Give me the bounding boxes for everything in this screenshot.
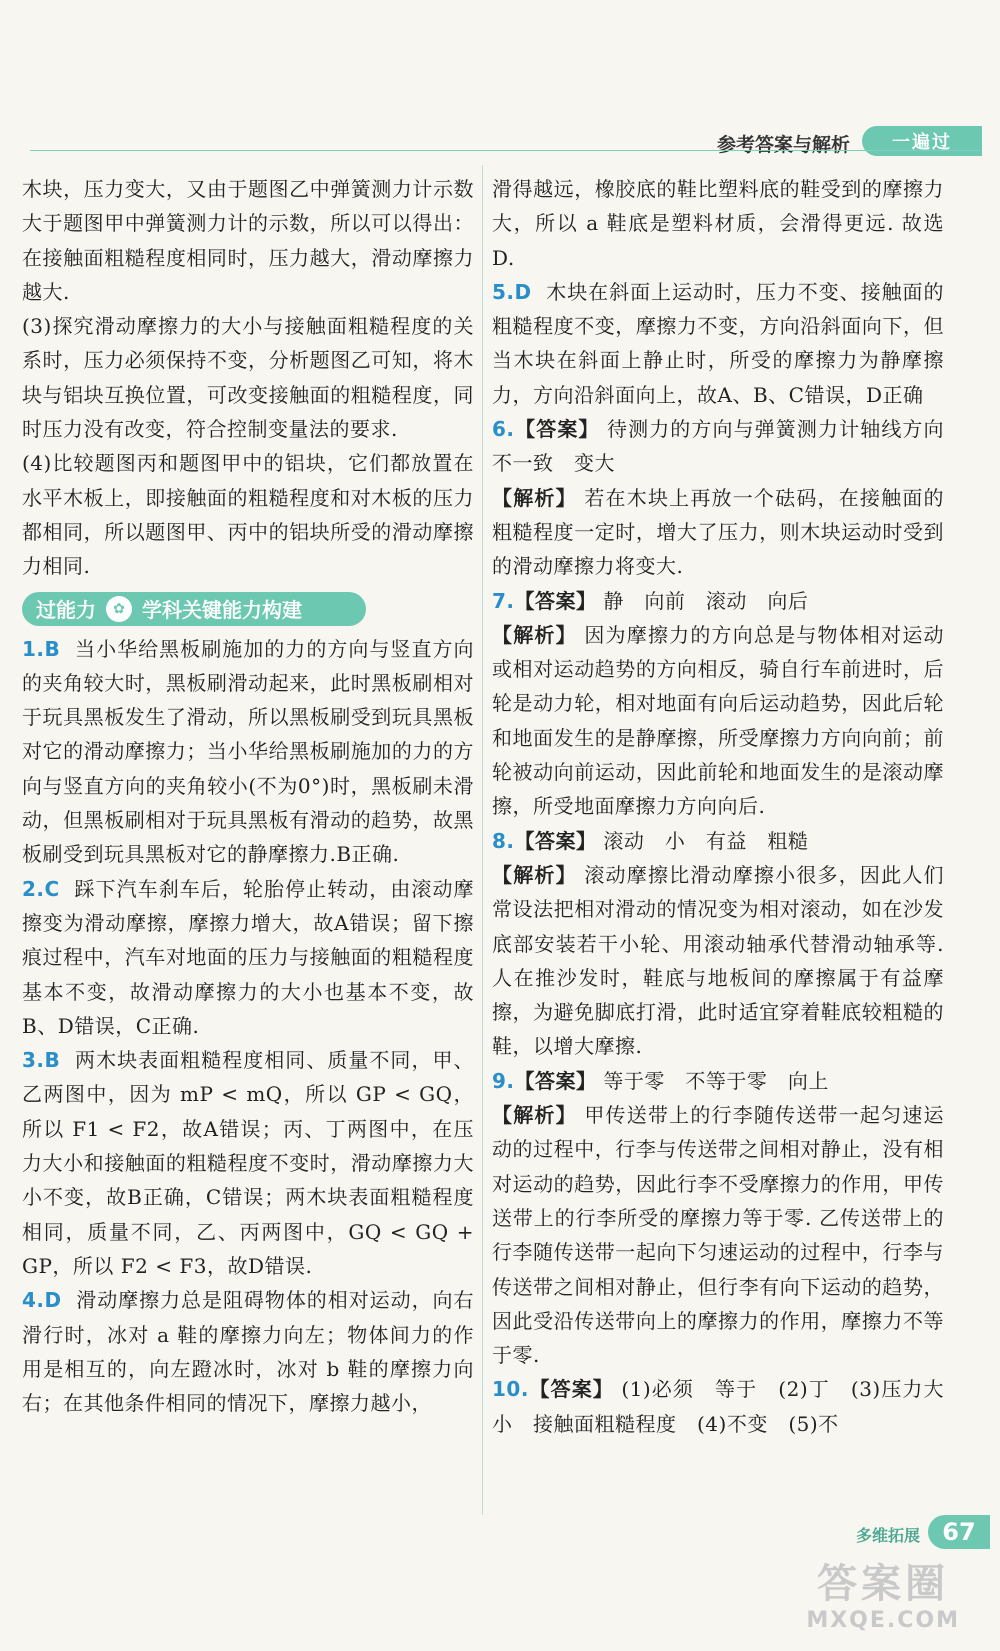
answer-item [492, 824, 944, 858]
intro-paragraph: (4)比较题图丙和题图甲中的铝块，它们都放置在水平木板上，即接触面的粗糙程度和对木板的压力都相同，所以题图甲、丙中的铝块所受的滑动摩擦力相同. [22, 451, 474, 579]
column-divider [482, 165, 483, 1515]
section-banner-subtitle: 学科关键能力构建 [142, 598, 302, 623]
answer-item [492, 275, 944, 412]
medal-icon: ✿ [106, 596, 132, 622]
answer-text: 滑动摩擦力总是阻碍物体的相对运动，向右滑行时，冰对 a 鞋的摩擦力向左；物体间力的作用是相互的，向左蹬冰时，冰对 b 鞋的摩擦力向右；在其他条件相同的情况下，摩擦力越小， [22, 1288, 475, 1416]
analysis-text: 因为摩擦力的方向总是与物体相对运动或相对运动趋势的方向相反，骑自行车前进时，后轮是动力轮，相对地面有向后运动趋势，因此后轮和地面发生的是静摩擦，所受摩擦力方向向前；前轮被动向前运动，因此前轮和地面发生的是滚动摩擦，所受地面摩擦力方向向后. [492, 622, 945, 819]
answer-tag: 【答案】 [514, 417, 600, 442]
answer-number: 9. [492, 1068, 515, 1093]
answer-item [492, 1064, 944, 1098]
answer-tag: 【答案】 [514, 828, 597, 853]
page-number: 67 [928, 1515, 990, 1549]
analysis-tag: 【解析】 [492, 485, 577, 510]
answer-number: 7. [492, 588, 515, 613]
answer-text: (1)必须 等于 (2)丁 (3)压力大小 接触面粗糙程度 (4)不变 (5)不 [492, 1377, 944, 1436]
answer-text: 等于零 不等于零 向上 [603, 1068, 829, 1093]
answer-tag: 【答案】 [514, 588, 597, 613]
answer-item [22, 1043, 474, 1283]
answer-tag: 【答案】 [514, 1068, 597, 1093]
answer-tag: 【答案】 [528, 1377, 614, 1402]
answer-item [492, 584, 944, 618]
answer-text: 待测力的方向与弹簧测力计轴线方向不一致 变大 [492, 417, 945, 476]
answer-number: 5.D [492, 279, 532, 304]
continued-paragraph: 滑得越远，橡胶底的鞋比塑料底的鞋受到的摩擦力大，所以 a 鞋底是塑料材质，会滑得更远. 故选D. [492, 177, 944, 270]
answer-item [22, 632, 474, 872]
answer-text: 滚动 小 有益 粗糙 [603, 828, 809, 853]
header-rule [30, 150, 980, 151]
header-title: 参考答案与解析 [716, 134, 850, 156]
analysis-text: 甲传送带上的行李随传送带一起匀速运动的过程中，行李与传送带之间相对静止，没有相对运动的趋势，因此行李不受摩擦力的作用，甲传送带上的行李所受的摩擦力等于零. 乙传送带上的行李随传送带一起向下匀速运动的过程中，行李与传送带之间相对静止，但行李有向下运动的趋势，因此受沿传送带向上的摩擦力的作用，摩擦力不等于零. [492, 1103, 945, 1368]
watermark-logo [806, 1560, 960, 1634]
answer-text: 两木块表面粗糙程度相同、质量不同，甲、乙两图中，因为 mP < mQ，所以 GP < GQ，所以 F1 < F2，故A错误；丙、丁两图中，在压力大小和接触面的粗糙程度不变时，滑动摩擦力大小不变，故B正确，C错误；两木块表面粗糙程度相同，质量不同，乙、丙两图中，GQ < GQ + GP，所以 F2 < F3，故D错误. [22, 1048, 475, 1278]
analysis-item [492, 1098, 944, 1372]
answer-text: 木块在斜面上运动时，压力不变、接触面的粗糙程度不变，摩擦力不变，方向沿斜面向下，但当木块在斜面上静止时，所受的摩擦力为静摩擦力，方向沿斜面向上，故A、B、C错误，D正确 [492, 279, 945, 407]
answer-text: 踩下汽车刹车后，轮胎停止转动，由滚动摩擦变为滑动摩擦，摩擦力增大，故A错误；留下擦痕过程中，汽车对地面的压力与接触面的粗糙程度基本不变，故滑动摩擦力的大小也基本不变，故B、D错误，C正确. [22, 876, 475, 1038]
footer-label: 多维拓展 [855, 1526, 920, 1545]
answer-item [492, 1372, 944, 1441]
page-footer [0, 1515, 1000, 1555]
answer-number: 8. [492, 828, 515, 853]
section-banner [22, 592, 366, 626]
watermark-text: 答案圈 [817, 1561, 950, 1607]
answer-number: 10. [492, 1377, 529, 1402]
right-column [492, 172, 944, 1441]
analysis-text: 若在木块上再放一个砝码，在接触面的粗糙程度一定时，增大了压力，则木块运动时受到的滑动摩擦力将变大. [492, 485, 945, 579]
section-banner-label: 过能力 [36, 598, 96, 623]
answer-number: 4.D [22, 1288, 62, 1313]
answer-item [22, 1283, 474, 1420]
analysis-item [492, 481, 944, 584]
watermark-url: MXQE.COM [806, 1608, 960, 1633]
answer-number: 2.C [22, 876, 60, 901]
answer-number: 6. [492, 417, 515, 442]
brand-badge: 一遍过 [862, 126, 982, 156]
page-header [0, 120, 1000, 160]
left-column [22, 172, 474, 1420]
analysis-text: 滚动摩擦比滑动摩擦小很多，因此人们常设法把相对滑动的情况变为相对滚动，如在沙发底部安装若干小轮、用滚动轴承代替滑动轴承等. 人在推沙发时，鞋底与地板间的摩擦属于有益摩擦，为避免脚底打滑，此时适宜穿着鞋底较粗糙的鞋，以增大摩擦. [492, 862, 945, 1059]
answer-text: 静 向前 滚动 向后 [603, 588, 809, 613]
answer-item [492, 412, 944, 481]
answer-number: 3.B [22, 1048, 61, 1073]
analysis-item [492, 858, 944, 1064]
analysis-tag: 【解析】 [492, 862, 577, 887]
analysis-item [492, 618, 944, 824]
answer-text: 当小华给黑板刷施加的力的方向与竖直方向的夹角较大时，黑板刷滑动起来，此时黑板刷相对于玩具黑板发生了滑动，所以黑板刷受到玩具黑板对它的滑动摩擦力；当小华给黑板刷施加的力的方向与竖直方向的夹角较小(不为0°)时，黑板刷未滑动，但黑板刷相对于玩具黑板有滑动的趋势，故黑板刷受到玩具黑板对它的静摩擦力.B正确. [22, 636, 475, 867]
intro-paragraph: (3)探究滑动摩擦力的大小与接触面粗糙程度的关系时，压力必须保持不变，分析题图乙可知，将木块与铝块互换位置，可改变接触面的粗糙程度，同时压力没有改变，符合控制变量法的要求. [22, 314, 474, 442]
analysis-tag: 【解析】 [492, 622, 577, 647]
intro-paragraph: 木块，压力变大，又由于题图乙中弹簧测力计示数大于题图甲中弹簧测力计的示数，所以可以得出：在接触面粗糙程度相同时，压力越大，滑动摩擦力越大. [22, 177, 474, 304]
analysis-tag: 【解析】 [492, 1103, 577, 1128]
answer-number: 1.B [22, 636, 61, 661]
answer-item [22, 872, 474, 1043]
